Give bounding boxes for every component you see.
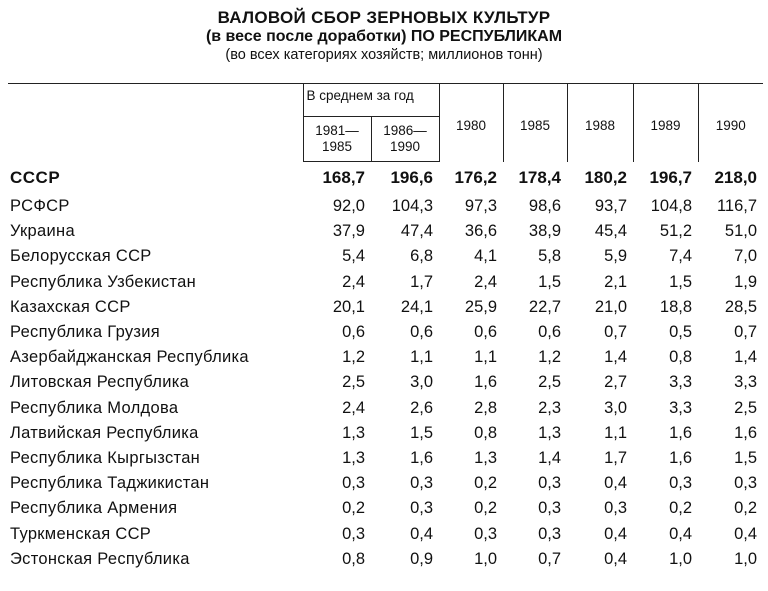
republic-name: Литовская Республика xyxy=(10,373,190,392)
harvest-value: 1,4 xyxy=(604,348,628,367)
header-avg-period-text: 1986— 1990 xyxy=(383,123,427,154)
harvest-value: 2,4 xyxy=(342,398,365,417)
header-year: 1985 xyxy=(503,84,567,162)
table-total-row xyxy=(8,162,763,195)
harvest-value: 0,4 xyxy=(669,524,693,543)
header-year: 1988 xyxy=(567,84,633,162)
harvest-value: 2,5 xyxy=(538,373,562,392)
harvest-value: 116,7 xyxy=(716,197,758,215)
harvest-value: 0,8 xyxy=(342,549,365,568)
table-row xyxy=(8,421,763,446)
harvest-value: 0,3 xyxy=(538,474,562,493)
harvest-value: 45,4 xyxy=(594,222,628,241)
harvest-value: 0,6 xyxy=(538,323,562,342)
harvest-value: 25,9 xyxy=(464,297,498,316)
harvest-value: 196,7 xyxy=(649,167,693,187)
harvest-value: 168,7 xyxy=(322,168,365,187)
harvest-value: 2,6 xyxy=(410,398,434,417)
table-row xyxy=(8,219,763,244)
harvest-value: 2,5 xyxy=(342,373,365,392)
harvest-value: 176,2 xyxy=(454,167,498,187)
harvest-value: 5,9 xyxy=(604,247,628,266)
harvest-value: 93,7 xyxy=(594,197,628,215)
harvest-value: 5,4 xyxy=(342,247,365,266)
harvest-value: 2,1 xyxy=(604,272,628,291)
republic-name: Латвийская Республика xyxy=(10,423,199,442)
harvest-value: 1,6 xyxy=(669,423,693,442)
harvest-value: 7,4 xyxy=(669,247,693,266)
harvest-value: 1,0 xyxy=(669,549,693,568)
harvest-value: 0,3 xyxy=(410,474,434,493)
republic-name: Республика Армения xyxy=(10,499,178,518)
harvest-value: 1,6 xyxy=(669,449,693,468)
harvest-value: 0,8 xyxy=(669,348,693,367)
harvest-value: 3,0 xyxy=(604,398,628,417)
harvest-value: 0,7 xyxy=(734,323,758,342)
harvest-value: 0,3 xyxy=(342,474,365,493)
table-row xyxy=(8,295,763,320)
harvest-value: 1,3 xyxy=(342,449,365,468)
header-corner xyxy=(8,84,303,162)
republic-name: РСФСР xyxy=(10,197,70,215)
table-row xyxy=(8,496,763,521)
harvest-value: 104,8 xyxy=(650,197,693,215)
harvest-value: 3,3 xyxy=(669,398,693,417)
republic-name: Азербайджанская Республика xyxy=(10,348,249,367)
table-title: ВАЛОВОЙ СБОР ЗЕРНОВЫХ КУЛЬТУР xyxy=(217,8,551,27)
table-row xyxy=(8,522,763,547)
harvest-value: 92,0 xyxy=(332,197,365,215)
harvest-value: 0,8 xyxy=(474,423,498,442)
harvest-value: 1,6 xyxy=(410,449,434,468)
harvest-value: 1,3 xyxy=(538,423,562,442)
harvest-value: 1,5 xyxy=(410,423,434,442)
harvest-value: 1,1 xyxy=(604,423,628,442)
harvest-value: 7,0 xyxy=(734,247,758,266)
header-year: 1990 xyxy=(698,84,763,162)
harvest-value: 3,0 xyxy=(410,373,434,392)
harvest-value: 0,7 xyxy=(604,323,628,342)
harvest-value: 2,5 xyxy=(734,398,758,417)
harvest-value: 218,0 xyxy=(714,167,758,187)
header-avg-period-text: 1981— 1985 xyxy=(315,123,359,154)
harvest-value: 0,9 xyxy=(410,549,434,568)
harvest-value: 1,1 xyxy=(474,348,498,367)
table-row xyxy=(8,370,763,395)
harvest-value: 0,2 xyxy=(474,474,498,493)
harvest-value: 6,8 xyxy=(410,247,434,266)
header-avg-period xyxy=(371,117,439,162)
harvest-value: 0,2 xyxy=(734,499,758,518)
harvest-value: 38,9 xyxy=(528,222,562,241)
harvest-value: 20,1 xyxy=(332,297,365,316)
harvest-value: 51,0 xyxy=(724,222,758,241)
harvest-value: 1,0 xyxy=(474,549,498,568)
table-title-block xyxy=(0,8,768,64)
harvest-value: 1,7 xyxy=(410,272,434,291)
harvest-value: 18,8 xyxy=(659,297,693,316)
harvest-value: 0,6 xyxy=(410,323,434,342)
republic-name: Казахская ССР xyxy=(10,297,131,316)
harvest-value: 178,4 xyxy=(518,167,562,187)
harvest-value: 24,1 xyxy=(400,297,434,316)
harvest-value: 0,3 xyxy=(474,524,498,543)
table-row xyxy=(8,471,763,496)
harvest-value: 0,6 xyxy=(342,323,365,342)
harvest-value: 0,3 xyxy=(604,499,628,518)
republic-name: Украина xyxy=(10,222,75,241)
republic-name: Республика Грузия xyxy=(10,323,161,342)
republic-name: Республика Молдова xyxy=(10,398,179,417)
harvest-value: 28,5 xyxy=(724,297,758,316)
harvest-value: 1,4 xyxy=(538,449,562,468)
harvest-value: 0,3 xyxy=(734,474,758,493)
harvest-value: 0,3 xyxy=(538,499,562,518)
harvest-value: 2,3 xyxy=(538,398,562,417)
harvest-value: 0,3 xyxy=(410,499,434,518)
republic-name: Республика Кыргызстан xyxy=(10,449,201,468)
republic-name: СССР xyxy=(10,167,61,187)
harvest-value: 5,8 xyxy=(538,247,562,266)
header-year: 1989 xyxy=(633,84,698,162)
harvest-value: 0,4 xyxy=(604,474,628,493)
harvest-value: 0,2 xyxy=(474,499,498,518)
table-subtitle: (в весе после доработки) ПО РЕСПУБЛИКАМ xyxy=(205,28,563,45)
harvest-value: 2,4 xyxy=(474,272,498,291)
harvest-value: 1,5 xyxy=(669,272,693,291)
table-row xyxy=(8,194,763,219)
harvest-value: 196,6 xyxy=(390,168,434,187)
republic-name: Эстонская Республика xyxy=(10,549,190,568)
harvest-value: 47,4 xyxy=(400,222,434,241)
harvest-value: 0,3 xyxy=(342,524,365,543)
republic-name: Республика Узбекистан xyxy=(10,272,196,291)
harvest-value: 1,2 xyxy=(538,348,562,367)
harvest-value: 1,4 xyxy=(734,348,758,367)
harvest-value: 0,4 xyxy=(734,524,758,543)
harvest-value: 36,6 xyxy=(464,222,498,241)
harvest-value: 51,2 xyxy=(659,222,693,241)
harvest-value: 1,5 xyxy=(538,272,562,291)
harvest-value: 0,6 xyxy=(474,323,498,342)
harvest-value: 1,3 xyxy=(474,449,498,468)
grain-harvest-table xyxy=(8,83,763,572)
republic-name: Белорусская ССР xyxy=(10,247,152,266)
republic-name: Туркменская ССР xyxy=(10,524,152,543)
harvest-value: 2,7 xyxy=(604,373,628,392)
harvest-value: 1,3 xyxy=(342,423,365,442)
header-avg-period xyxy=(303,117,371,162)
harvest-value: 1,0 xyxy=(734,549,758,568)
table-row xyxy=(8,396,763,421)
harvest-value: 1,7 xyxy=(604,449,628,468)
harvest-value: 97,3 xyxy=(464,197,498,215)
harvest-value: 0,3 xyxy=(669,474,693,493)
harvest-value: 22,7 xyxy=(528,297,562,316)
harvest-value: 0,4 xyxy=(604,524,628,543)
harvest-value: 4,1 xyxy=(474,247,498,266)
harvest-value: 2,8 xyxy=(474,398,498,417)
harvest-value: 180,2 xyxy=(584,167,628,187)
republic-name: Республика Таджикистан xyxy=(10,474,210,493)
harvest-value: 21,0 xyxy=(594,297,628,316)
table-row xyxy=(8,244,763,269)
table-row xyxy=(8,270,763,295)
harvest-value: 0,5 xyxy=(669,323,693,342)
harvest-value: 0,4 xyxy=(410,524,434,543)
harvest-value: 37,9 xyxy=(332,222,365,241)
harvest-value: 1,1 xyxy=(410,348,434,367)
header-avg-label: В среднем за год xyxy=(303,84,439,117)
table-row xyxy=(8,446,763,471)
harvest-value: 2,4 xyxy=(342,272,365,291)
harvest-value: 1,9 xyxy=(734,272,758,291)
harvest-value: 1,6 xyxy=(734,423,758,442)
table-row xyxy=(8,320,763,345)
harvest-value: 104,3 xyxy=(391,197,434,215)
table-row xyxy=(8,345,763,370)
harvest-value: 0,4 xyxy=(604,549,628,568)
harvest-value: 98,6 xyxy=(528,197,562,215)
harvest-value: 1,5 xyxy=(734,449,758,468)
table-units: (во всех категориях хозяйств; миллионов тонн) xyxy=(225,47,543,63)
header-year: 1980 xyxy=(439,84,503,162)
harvest-value: 0,3 xyxy=(538,524,562,543)
harvest-value: 1,2 xyxy=(342,348,365,367)
harvest-value: 1,6 xyxy=(474,373,498,392)
harvest-value: 3,3 xyxy=(669,373,693,392)
table-row xyxy=(8,547,763,572)
harvest-value: 0,2 xyxy=(669,499,693,518)
harvest-value: 0,2 xyxy=(342,499,365,518)
harvest-value: 3,3 xyxy=(734,373,758,392)
harvest-value: 0,7 xyxy=(538,549,562,568)
